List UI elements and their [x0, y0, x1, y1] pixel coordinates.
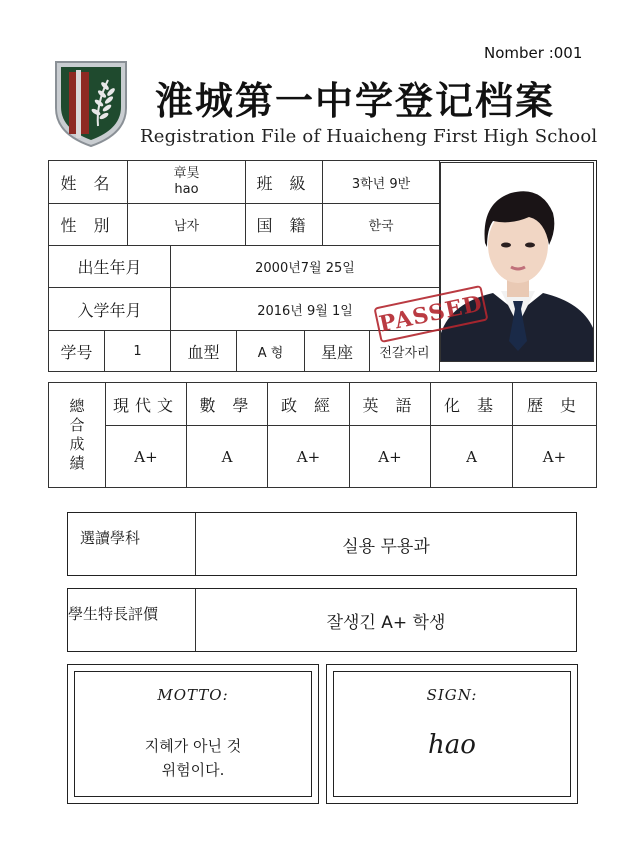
class-label: 班 級 — [245, 160, 323, 204]
elective-label: 選讀學科 — [68, 513, 196, 575]
motto-text — [145, 734, 241, 782]
student-portrait-icon — [441, 163, 594, 362]
evaluation-label: 學生特長評價 — [68, 589, 196, 651]
birth-value: 2000년7월 25일 — [170, 245, 440, 288]
motto-box — [74, 671, 312, 797]
grades-title-char: 成 — [69, 435, 85, 453]
grades-title — [48, 382, 106, 488]
nationality-label: 国 籍 — [245, 203, 323, 246]
name-label: 姓 名 — [48, 160, 128, 204]
evaluation-row — [67, 588, 577, 652]
school-title-english: Registration File of Huaicheng First High School — [140, 126, 598, 147]
evaluation-value: 잘생긴 A+ 학생 — [326, 612, 446, 633]
student-photo — [440, 162, 594, 362]
motto-line: 지혜가 아닌 것 — [144, 737, 242, 755]
grade-history: A+ — [512, 425, 597, 488]
student-id-label: 学号 — [48, 330, 105, 372]
grade-math: A — [186, 425, 268, 488]
gender-label: 性 別 — [48, 203, 128, 246]
sign-box — [333, 671, 571, 797]
blood-type-label: 血型 — [170, 330, 237, 372]
subject-history: 歷 史 — [512, 382, 597, 426]
zodiac-label: 星座 — [304, 330, 370, 372]
class-value: 3학년 9반 — [322, 160, 440, 204]
zodiac-value: 전갈자리 — [369, 330, 440, 372]
subject-english: 英 語 — [349, 382, 431, 426]
nationality-value: 한국 — [322, 203, 440, 246]
grade-politics-economics: A+ — [267, 425, 350, 488]
subject-modern-literature: 現代文 — [105, 382, 187, 426]
name-value — [127, 160, 246, 204]
blood-type-value: A 형 — [236, 330, 305, 372]
gender-value: 남자 — [127, 203, 246, 246]
enroll-label: 入学年月 — [48, 287, 171, 331]
elective-row — [67, 512, 577, 576]
birth-label: 出生年月 — [48, 245, 171, 288]
subject-chemistry: 化 基 — [430, 382, 513, 426]
motto-line: 위험이다. — [161, 761, 225, 779]
elective-value: 실용 무용과 — [342, 536, 430, 557]
passed-stamp: PASSED — [373, 285, 488, 343]
school-title-chinese: 淮城第一中学登记档案 — [155, 78, 556, 123]
signature: hao — [428, 730, 476, 760]
sign-title: SIGN: — [426, 686, 478, 704]
grade-modern-literature: A+ — [105, 425, 187, 488]
motto-title: MOTTO: — [157, 686, 229, 704]
subject-politics-economics: 政 經 — [267, 382, 350, 426]
grade-english: A+ — [349, 425, 431, 488]
student-id-value: 1 — [104, 330, 171, 372]
name-value-english: hao — [174, 182, 199, 197]
school-crest-icon — [52, 56, 130, 148]
file-number: Nomber :001 — [484, 44, 583, 62]
grade-chemistry: A — [430, 425, 513, 488]
enroll-value: 2016년 9월 1일 — [170, 287, 440, 331]
grades-title-char: 總 — [69, 397, 85, 415]
grades-title-char: 合 — [69, 416, 85, 434]
grades-title-char: 績 — [69, 454, 85, 472]
subject-math: 數 學 — [186, 382, 268, 426]
name-value-chinese: 章昊 — [173, 166, 200, 181]
